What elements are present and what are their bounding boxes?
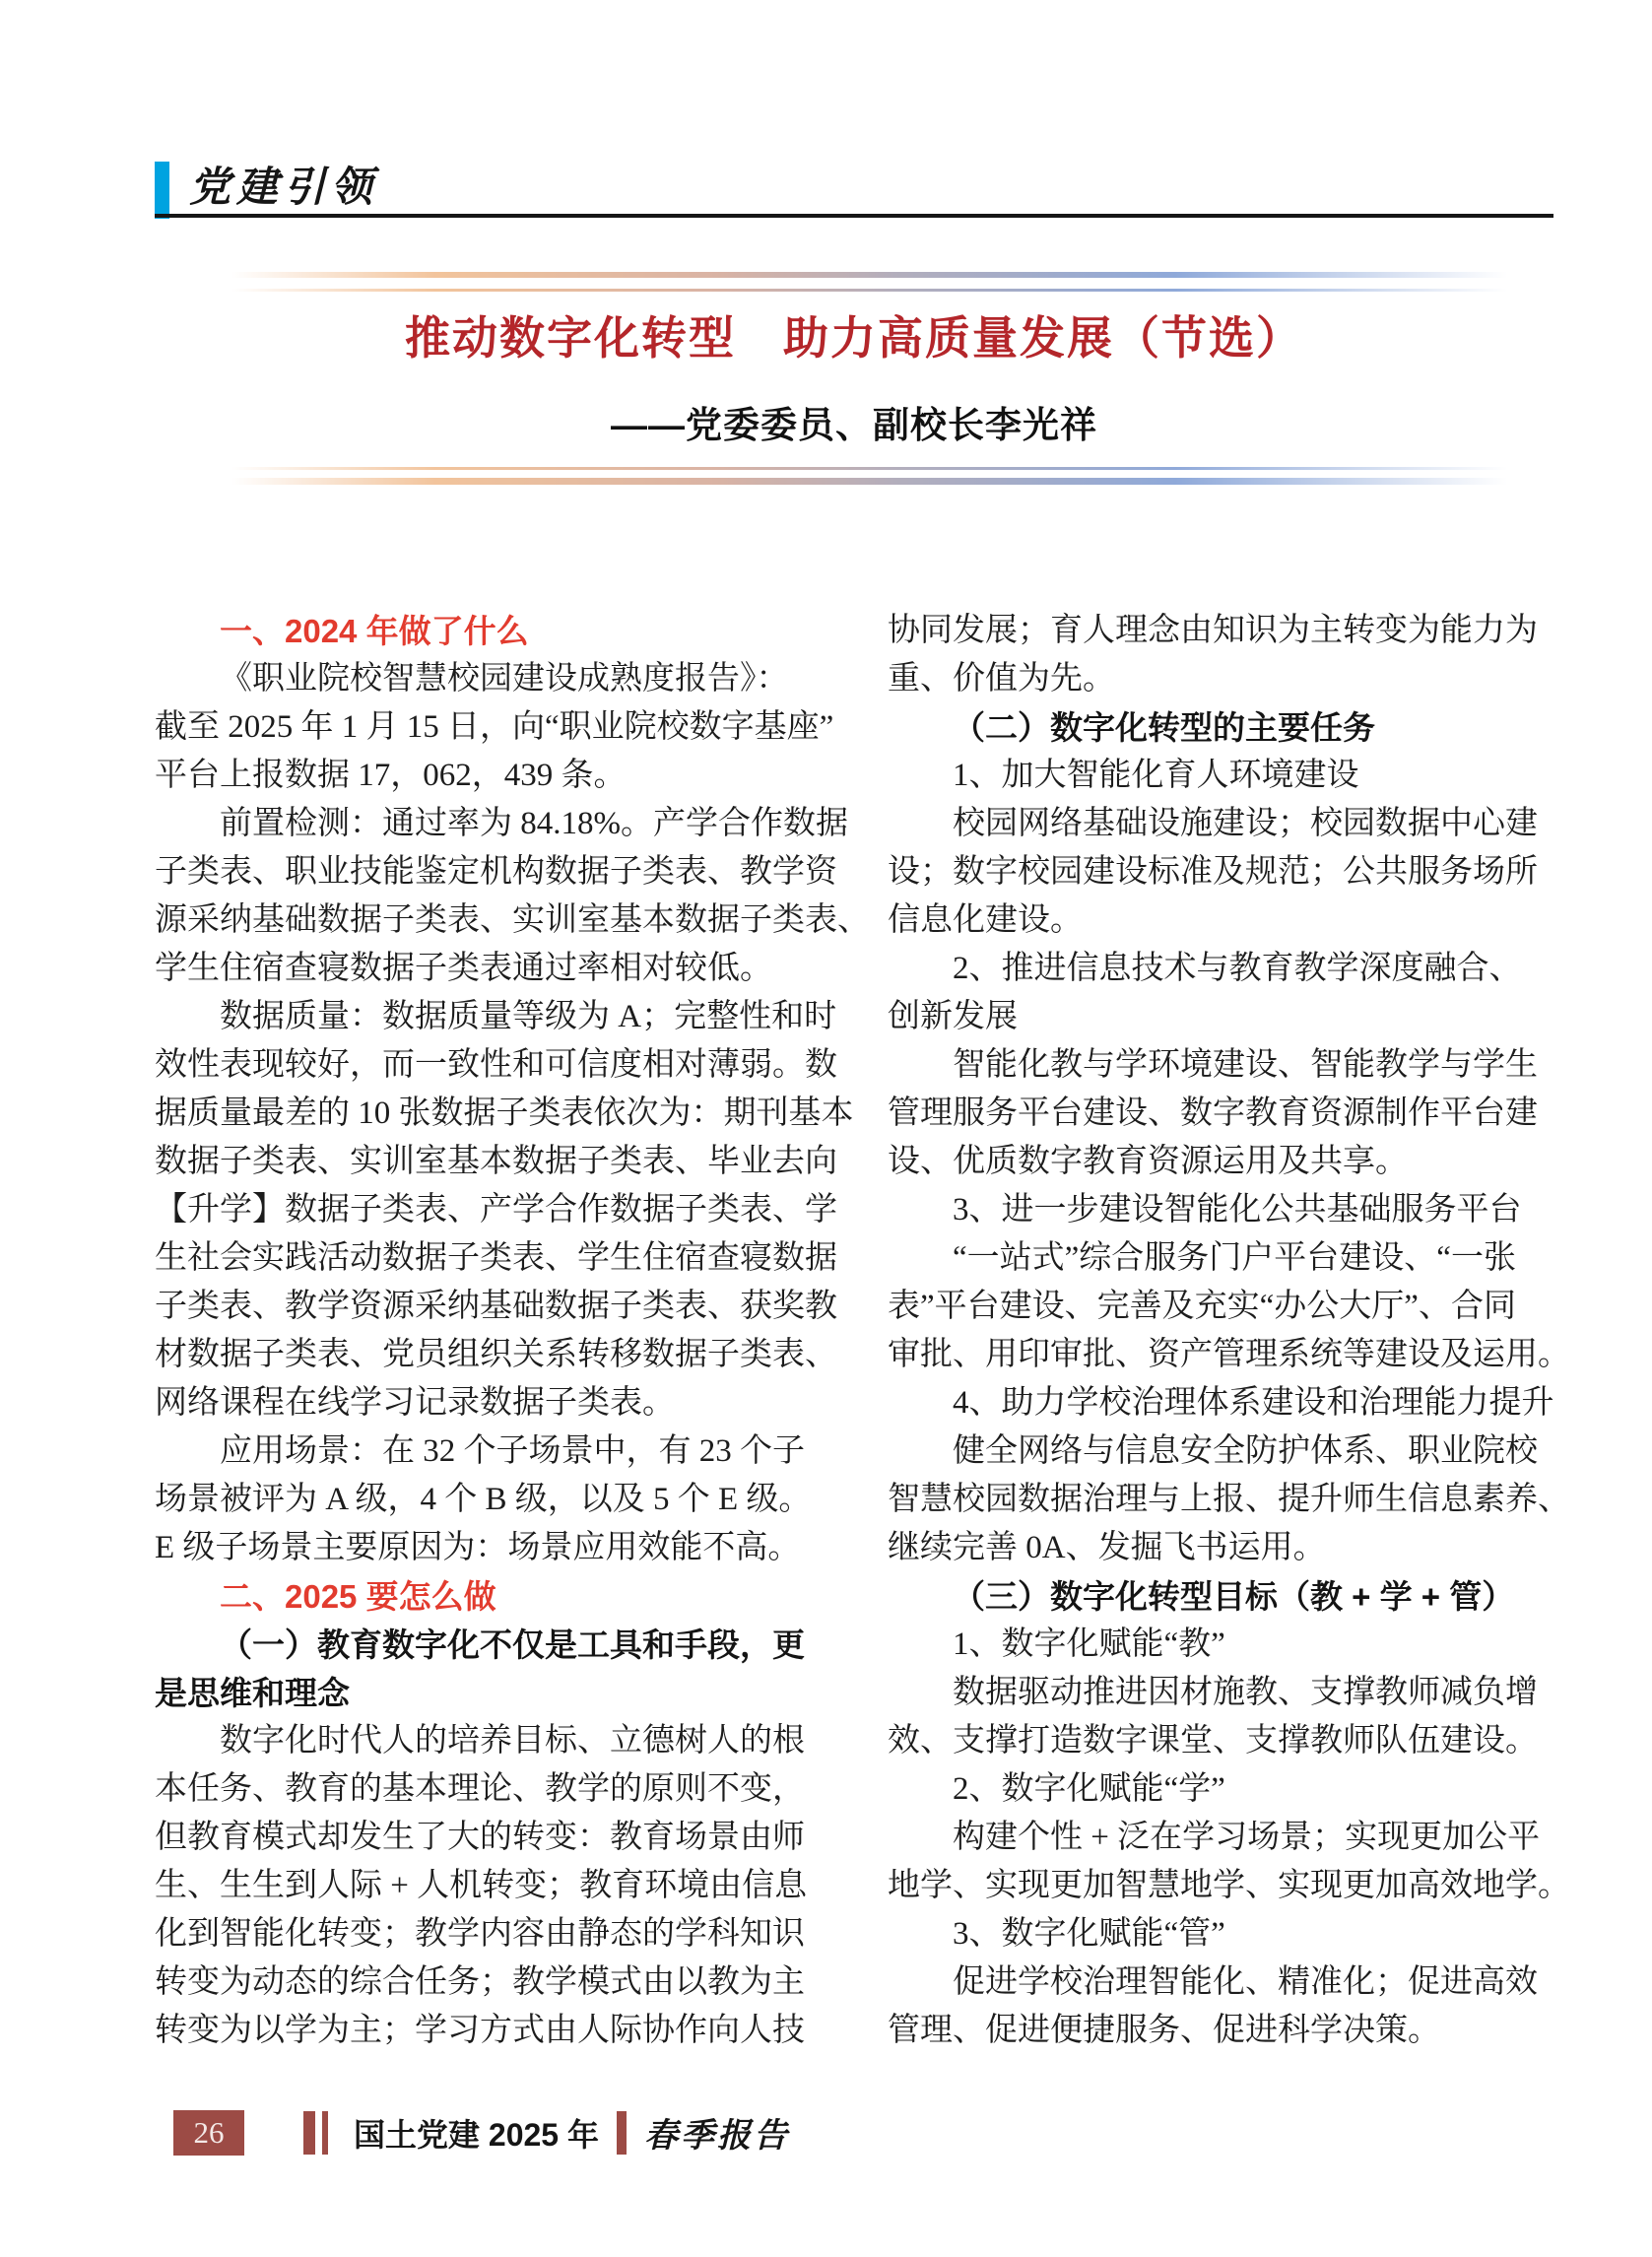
text-line: 平台上报数据 17，062，439 条。 <box>155 758 627 793</box>
subsection-heading: 是思维和理念 <box>155 1675 350 1711</box>
text-line: 效、支撑打造数字课堂、支撑教师队伍建设。 <box>888 1723 1538 1759</box>
text-line: 地学、实现更加智慧地学、实现更加高效地学。 <box>888 1868 1570 1903</box>
text-line: 数据子类表、实训室基本数据子类表、毕业去向 <box>155 1144 837 1179</box>
text-line: 2、推进信息技术与教育教学深度融合、 <box>953 951 1522 986</box>
text-line: 数据驱动推进因材施教、支撑教师减负增 <box>953 1675 1538 1710</box>
text-line: 继续完善 0A、发掘飞书运用。 <box>888 1530 1326 1565</box>
text-line: 本任务、教育的基本理论、教学的原则不变， <box>155 1771 805 1807</box>
text-line: 化到智能化转变；教学内容由静态的学科知识 <box>155 1916 805 1952</box>
text-line: 健全网络与信息安全防护体系、职业院校 <box>953 1433 1538 1469</box>
text-line: 网络课程在线学习记录数据子类表。 <box>155 1385 675 1421</box>
text-line: 智能化教与学环境建设、智能教学与学生 <box>953 1047 1538 1083</box>
text-line: 源采纳基础数据子类表、实训室基本数据子类表、 <box>155 902 870 938</box>
text-line: 应用场景：在 32 个子场景中，有 23 个子 <box>220 1433 805 1469</box>
page-header <box>155 162 378 219</box>
text-line: 管理、促进便捷服务、促进科学决策。 <box>888 2013 1440 2048</box>
text-line: 管理服务平台建设、数字教育资源制作平台建 <box>888 1095 1538 1131</box>
text-line: 协同发展；育人理念由知识为主转变为能力为 <box>888 613 1538 648</box>
text-line: 数据质量：数据质量等级为 A；完整性和时 <box>220 999 837 1034</box>
gradient-divider-top-thin <box>231 289 1507 292</box>
text-line: 表”平台建设、完善及充实“办公大厅”、合同 <box>888 1289 1516 1324</box>
text-line: 据质量最差的 10 张数据子类表依次为：期刊基本 <box>155 1095 854 1131</box>
header-accent-bar <box>155 162 169 219</box>
text-line: 【升学】数据子类表、产学合作数据子类表、学 <box>155 1192 837 1228</box>
gradient-divider-bottom-thin <box>231 467 1507 470</box>
footer-bar-thin <box>322 2111 328 2155</box>
text-line: 校园网络基础设施建设；校园数据中心建 <box>953 806 1538 841</box>
text-line: 数字化时代人的培养目标、立德树人的根 <box>220 1723 805 1759</box>
text-line: 3、数字化赋能“管” <box>953 1916 1225 1952</box>
journal-title: 国土党建 2025 年 <box>354 2116 599 2153</box>
text-line: 3、进一步建设智能化公共基础服务平台 <box>953 1192 1522 1228</box>
text-line: 但教育模式却发生了大的转变：教育场景由师 <box>155 1820 805 1855</box>
text-line: 重、价值为先。 <box>888 661 1115 697</box>
text-line: 1、加大智能化育人环境建设 <box>953 758 1359 793</box>
text-line: 促进学校治理智能化、精准化；促进高效 <box>953 1964 1538 2000</box>
text-line: 4、助力学校治理体系建设和治理能力提升 <box>953 1385 1554 1421</box>
page-footer <box>173 2108 790 2157</box>
text-line: 创新发展 <box>888 999 1018 1034</box>
issue-label: 春季报告 <box>643 2116 790 2156</box>
text-line: 信息化建设。 <box>888 902 1083 938</box>
text-line: 《职业院校智慧校园建设成熟度报告》： <box>220 661 789 697</box>
text-line: 子类表、教学资源采纳基础数据子类表、获奖教 <box>155 1289 837 1324</box>
text-line: 构建个性 + 泛在学习场景；实现更加公平 <box>953 1820 1541 1855</box>
subsection-heading: （二）数字化转型的主要任务 <box>953 709 1375 746</box>
text-line: “一站式”综合服务门户平台建设、“一张 <box>953 1240 1516 1276</box>
left-column <box>155 607 870 2055</box>
text-line: 设、优质数字教育资源运用及共享。 <box>888 1144 1408 1179</box>
text-line: 材数据子类表、党员组织关系转移数据子类表、 <box>155 1337 837 1372</box>
text-line: 学生住宿查寝数据子类表通过率相对较低。 <box>155 951 772 986</box>
subsection-heading: （三）数字化转型目标（教 + 学 + 管） <box>953 1578 1515 1615</box>
footer-bar-single <box>617 2111 627 2155</box>
article-title: 推动数字化转型 助力高质量发展（节选） <box>405 313 1303 364</box>
footer-bar-thick <box>303 2111 315 2155</box>
text-line: 2、数字化赋能“学” <box>953 1771 1225 1807</box>
section-heading: 一、2024 年做了什么 <box>220 613 529 649</box>
text-line: E 级子场景主要原因为：场景应用效能不高。 <box>155 1530 801 1565</box>
section-label: 党建引领 <box>189 163 379 211</box>
text-line: 审批、用印审批、资产管理系统等建设及运用。 <box>888 1337 1570 1372</box>
text-line: 生、生生到人际 + 人机转变；教育环境由信息 <box>155 1868 808 1903</box>
text-line: 生社会实践活动数据子类表、学生住宿查寝数据 <box>155 1240 837 1276</box>
page-number-badge: 26 <box>173 2110 244 2156</box>
text-line: 截至 2025 年 1 月 15 日，向“职业院校数字基座” <box>155 709 834 745</box>
text-line: 转变为动态的综合任务；教学模式由以教为主 <box>155 1964 805 2000</box>
text-line: 效性表现较好，而一致性和可信度相对薄弱。数 <box>155 1047 837 1083</box>
text-line: 前置检测：通过率为 84.18%。产学合作数据 <box>220 806 848 841</box>
text-line: 1、数字化赋能“教” <box>953 1626 1225 1662</box>
article-byline: ——党委委员、副校长李光祥 <box>611 405 1097 445</box>
text-line: 智慧校园数据治理与上报、提升师生信息素养、 <box>888 1482 1570 1517</box>
section-heading: 二、2025 要怎么做 <box>220 1578 496 1615</box>
text-line: 设；数字校园建设标准及规范；公共服务场所 <box>888 854 1538 890</box>
article-body <box>155 607 1570 2055</box>
header-rule <box>155 214 1553 218</box>
gradient-divider-top-thick <box>231 272 1507 278</box>
text-line: 子类表、职业技能鉴定机构数据子类表、教学资 <box>155 854 837 890</box>
text-line: 场景被评为 A 级，4 个 B 级，以及 5 个 E 级。 <box>155 1482 812 1517</box>
right-column <box>888 607 1570 2055</box>
subsection-heading: （一）教育数字化不仅是工具和手段，更 <box>220 1626 805 1663</box>
gradient-divider-bottom-thick <box>231 478 1507 485</box>
text-line: 转变为以学为主；学习方式由人际协作向人技 <box>155 2013 805 2048</box>
